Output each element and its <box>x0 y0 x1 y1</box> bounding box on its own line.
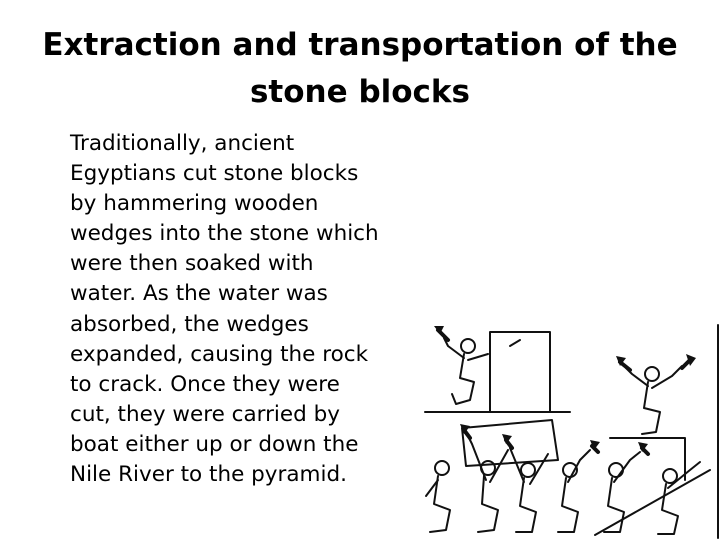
slide-title-line-2: stone blocks <box>249 74 470 110</box>
egyptian-quarry-workers-icon <box>420 320 720 540</box>
worker-figure-3 <box>426 461 450 532</box>
worker-figure-2 <box>620 360 690 434</box>
worker-figure-5 <box>506 440 548 532</box>
slide-title <box>40 22 680 116</box>
worker-figure-6 <box>558 446 598 532</box>
worker-figure-8 <box>658 462 700 534</box>
stone-block-upper <box>490 332 550 412</box>
slide-title-line-1: Extraction and transportation of the <box>42 27 678 63</box>
slide-body-text: Traditionally, ancient Egyptians cut stone blocks by hammering wooden wedges into the stone which were then soaked with water. As the water was absorbed, the wedges expanded, causing the rock to crack. Once they were cut, they were carried by boat either up or down the Nile River to the pyramid. <box>70 131 379 488</box>
worker-figure-4 <box>464 430 508 532</box>
quarry-workers-illustration <box>420 320 720 540</box>
worker-figure-7 <box>604 448 648 532</box>
worker-figure-1 <box>438 330 520 404</box>
